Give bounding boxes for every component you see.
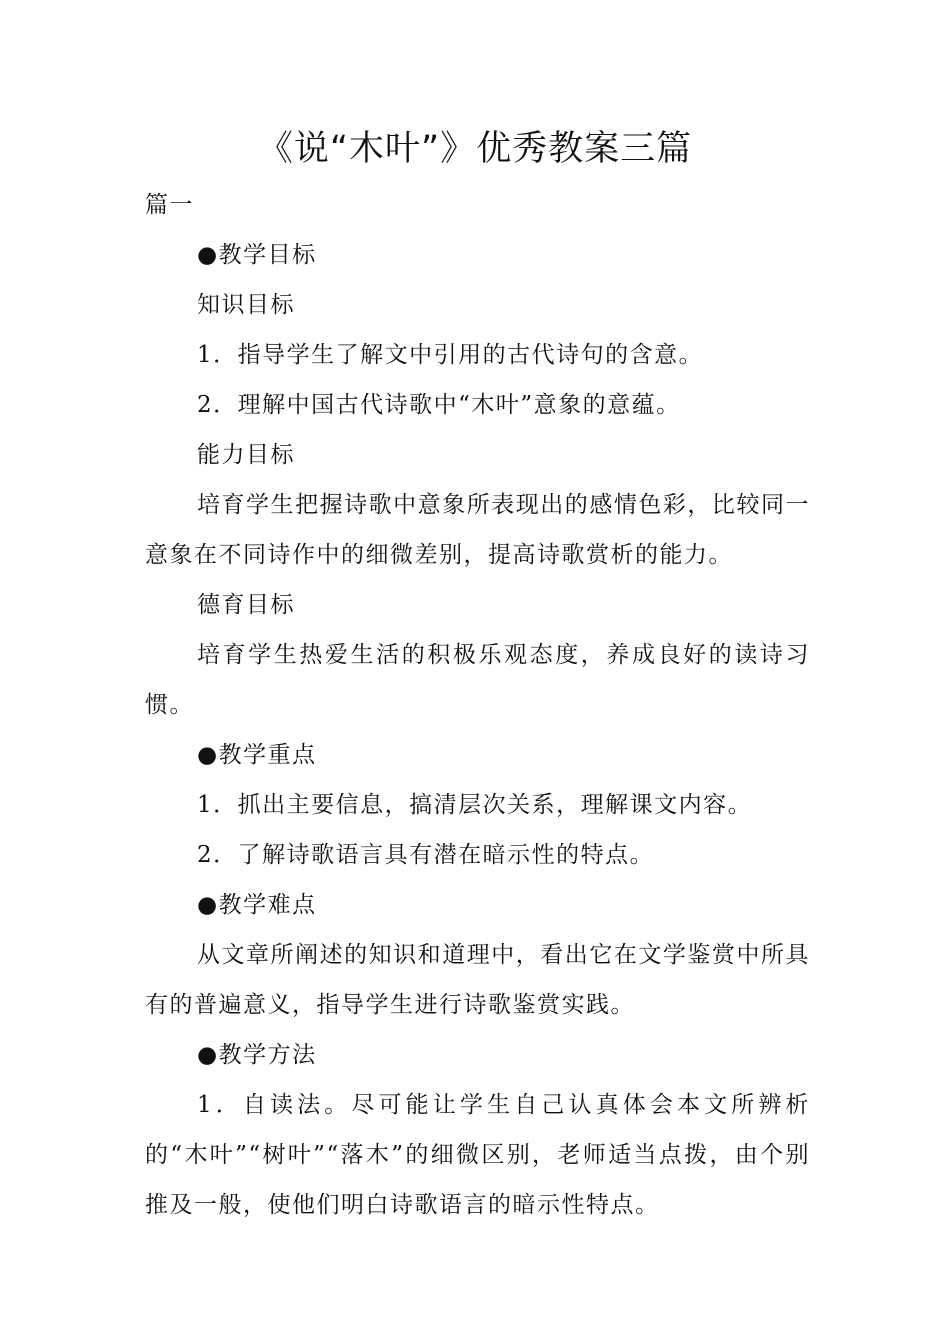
paragraph: 能力目标 [197,442,295,468]
paragraph: 德育目标 [197,592,295,618]
paragraph: ●教学方法 [197,1042,317,1068]
paragraph: 培育学生热爱生活的积极乐观态度，养成良好的读诗习惯。 [145,642,810,718]
paragraph: ●教学重点 [197,742,317,768]
paragraph: 培育学生把握诗歌中意象所表现出的感情色彩，比较同一意象在不同诗作中的细微差别，提高诗歌赏析的能力。 [145,492,810,568]
paragraph: 2．了解诗歌语言具有潜在暗示性的特点。 [197,842,655,868]
paragraph: ●教学目标 [197,242,317,268]
paragraph: 1．抓出主要信息，搞清层次关系，理解课文内容。 [197,792,753,818]
paragraph: 从文章所阐述的知识和道理中，看出它在文学鉴赏中所具有的普遍意义，指导学生进行诗歌鉴赏实践。 [145,942,810,1018]
paragraph: 1．指导学生了解文中引用的古代诗句的含意。 [197,342,704,368]
document-body [145,180,810,1230]
paragraph: 知识目标 [197,292,295,318]
paragraph: 2．理解中国古代诗歌中“木叶”意象的意蕴。 [197,392,681,418]
section-heading: 篇一 [145,192,194,218]
paragraph: ●教学难点 [197,892,317,918]
document-title: 《说“木叶”》优秀教案三篇 [257,129,693,169]
paragraph: 1．自读法。尽可能让学生自己认真体会本文所辨析的“木叶”“树叶”“落木”的细微区别，老师适当点拨，由个别推及一般，使他们明白诗歌语言的暗示性特点。 [145,1092,810,1218]
